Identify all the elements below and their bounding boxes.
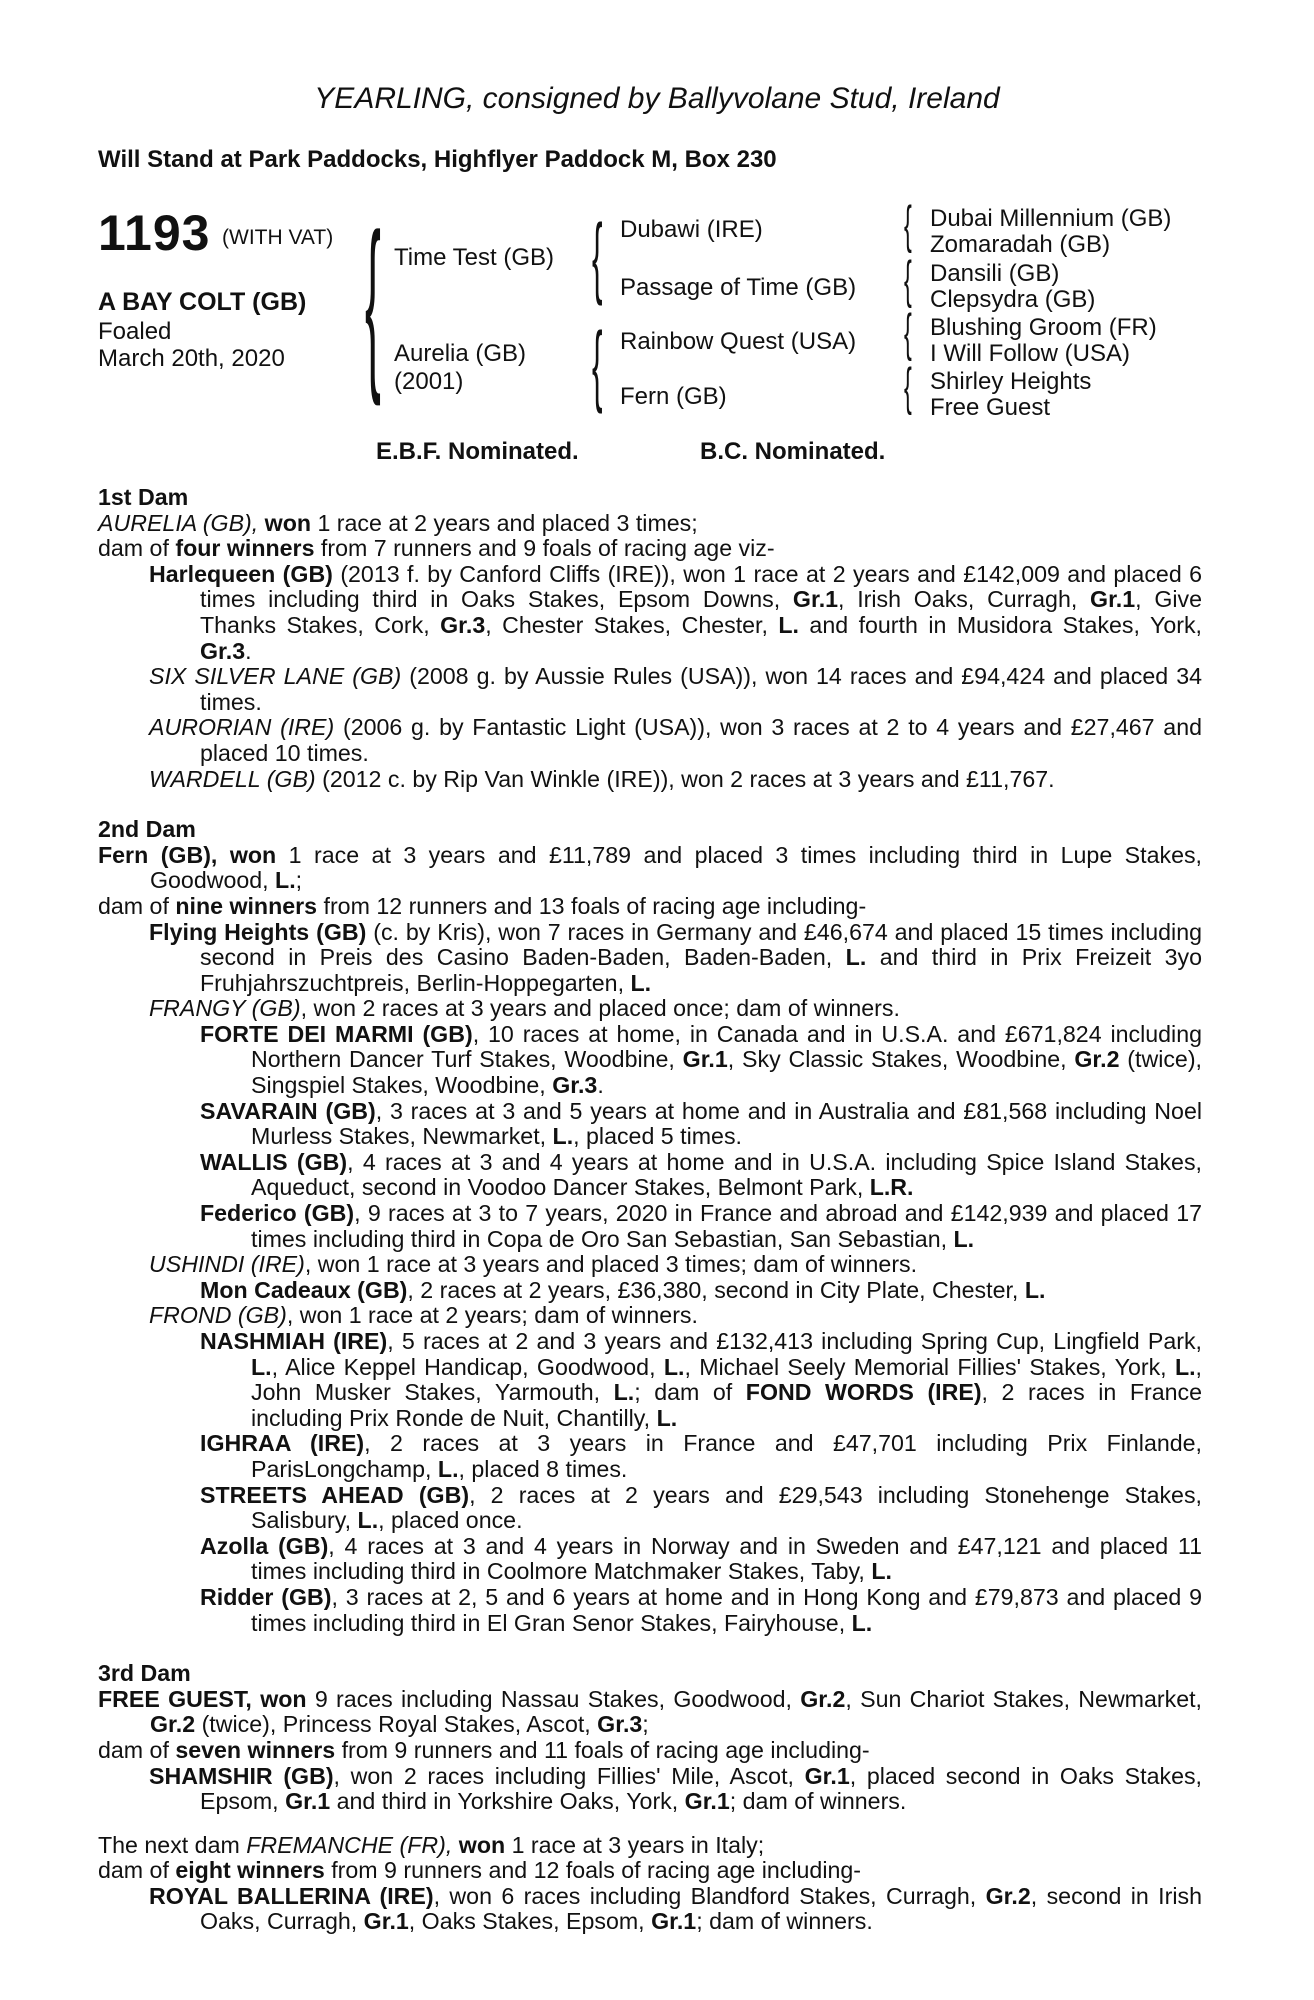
text: from 9 runners and 12 foals of racing age including-	[324, 1857, 861, 1884]
produce-nashmiah	[98, 1329, 1202, 1431]
text: ; dam of	[634, 1379, 746, 1406]
text: from 12 runners and 13 foals of racing age including-	[317, 892, 867, 919]
third-dam-record	[98, 1687, 1202, 1738]
first-dam-heading: 1st Dam	[98, 484, 189, 510]
text: , placed 8 times.	[458, 1455, 628, 1482]
horse-name: Ridder (GB)	[200, 1583, 332, 1610]
text: ; dam of winners.	[729, 1788, 907, 1815]
grade: Gr.3	[597, 1711, 643, 1738]
produce-shamshir	[98, 1764, 1202, 1815]
text: , Michael Seely Memorial Fillies' Stakes, York,	[684, 1353, 1175, 1380]
pedigree-sire: Time Test (GB)	[394, 244, 555, 271]
text: ;	[642, 1711, 649, 1738]
horse-name: AURORIAN (IRE)	[149, 714, 335, 741]
pedigree-g1: Dubai Millennium (GB)	[930, 205, 1172, 232]
next-dam-record	[98, 1833, 1202, 1859]
stable-location: Will Stand at Park Paddocks, Highflyer Paddock M, Box 230	[98, 146, 777, 173]
produce-aurorian	[98, 715, 1202, 766]
pedigree-g4: Clepsydra (GB)	[930, 286, 1096, 313]
first-dam-produce	[98, 536, 1202, 562]
text: 1 race at 3 years and £11,789 and placed 3 times including third in Lupe Stakes, Goodwood,	[150, 841, 1202, 894]
text: , placed once.	[378, 1507, 523, 1534]
horse-name: STREETS AHEAD (GB)	[200, 1481, 470, 1508]
won-label: won	[458, 1831, 506, 1858]
record-text: 1 race at 2 years and placed 3 times;	[311, 509, 698, 536]
grade: Gr.3	[440, 611, 486, 638]
horse-name: WARDELL (GB)	[149, 765, 316, 792]
produce-wallis	[98, 1150, 1202, 1201]
grade: Gr.1	[682, 1046, 728, 1073]
pedigree-dam-sire: Rainbow Quest (USA)	[620, 328, 857, 355]
produce-frond	[98, 1303, 1202, 1329]
winners-count: nine winners	[175, 892, 318, 919]
horse-name: USHINDI (IRE)	[149, 1251, 305, 1278]
grade: Gr.1	[684, 1788, 730, 1815]
dam-name: FREMANCHE (FR),	[246, 1831, 453, 1858]
grade: Gr.1	[1090, 586, 1136, 613]
horse-name: FORTE DEI MARMI (GB)	[200, 1020, 473, 1047]
produce-ighraa	[98, 1431, 1202, 1482]
text: , 2 races in France including Prix Ronde de Nuit, Chantilly,	[251, 1379, 1202, 1431]
grade: L.	[251, 1353, 272, 1380]
horse-name: NASHMIAH (IRE)	[200, 1328, 388, 1354]
produce-forte-dei-marmi	[98, 1022, 1202, 1099]
produce-royal-ballerina	[98, 1884, 1202, 1935]
grade: L.R.	[869, 1174, 914, 1201]
pedigree-g5: Blushing Groom (FR)	[930, 314, 1157, 341]
pedigree-brace-g3: {	[904, 304, 912, 362]
text: (2013 f. by Canford Cliffs (IRE)), won 1 race at 2 years and £142,009 and placed 6 times including third in Oaks Stakes, Epsom Downs,	[200, 560, 1203, 613]
horse-name: IGHRAA (IRE)	[200, 1430, 365, 1457]
text: , 5 races at 2 and 3 years and £132,413 including Spring Cup, Lingfield Park,	[387, 1328, 1202, 1354]
grade: L.	[357, 1507, 379, 1534]
text: , Oaks Stakes, Epsom,	[408, 1908, 652, 1935]
grade: Gr.3	[200, 637, 246, 664]
text: , 10 races at home, in Canada and in U.S.A. and £671,824 including Northern Dancer Turf Stakes, Woodbine,	[251, 1020, 1202, 1073]
grade: Gr.1	[285, 1788, 331, 1815]
text: , second in Irish Oaks, Curragh,	[200, 1882, 1202, 1935]
produce-wardell	[98, 767, 1202, 793]
text: , 2 races at 2 years, £36,380, second in City Plate, Chester,	[407, 1276, 1025, 1303]
text: .	[597, 1072, 604, 1099]
text: , 3 races at 2, 5 and 6 years at home and in Hong Kong and £79,873 and placed 9 times including third in El Gran Senor Stakes, Fairyhouse,	[251, 1583, 1202, 1636]
text: and third in Prix Freizeit 3yo Fruhjahrszuchtpreis, Berlin-Hoppegarten,	[200, 944, 1202, 996]
produce-six-silver-lane	[98, 664, 1202, 715]
text: (c. by Kris), won 7 races in Germany and £46,674 and placed 15 times including second in Preis des Casino Baden-Baden, Baden-Baden,	[200, 918, 1203, 971]
text: , won 6 races including Blandford Stakes, Curragh,	[433, 1882, 986, 1909]
text: dam of	[98, 535, 176, 562]
text: , 9 races at 3 to 7 years, 2020 in France and abroad and £142,939 and placed 17 times including third in Copa de Oro San Sebastian, San Sebastian,	[251, 1200, 1202, 1252]
text: , won 2 races at 3 years and placed once; dam of winners.	[300, 995, 900, 1022]
pedigree-dam-dam: Fern (GB)	[620, 383, 727, 410]
text: 1 race at 3 years in Italy;	[505, 1831, 765, 1858]
grade: L.	[630, 969, 652, 996]
horse-name: Mon Cadeaux (GB)	[200, 1276, 408, 1303]
horse-name: SHAMSHIR (GB)	[149, 1762, 334, 1789]
won-label: won	[260, 1685, 307, 1712]
text: , placed 5 times.	[573, 1123, 742, 1150]
pedigree-sire-sire: Dubawi (IRE)	[620, 216, 763, 243]
grade: L.	[613, 1379, 635, 1406]
first-dam-record	[98, 511, 1202, 537]
text: and third in Yorkshire Oaks, York,	[330, 1788, 685, 1815]
text: dam of	[98, 892, 176, 919]
grade: L.	[437, 1455, 459, 1482]
foaled-info	[98, 318, 285, 372]
grade: L.	[552, 1123, 574, 1150]
foaled-label: Foaled	[98, 318, 172, 345]
pedigree-brace-g1: {	[904, 196, 912, 254]
text: (2008 g. by Aussie Rules (USA)), won 14 races and £94,424 and placed 34 times.	[200, 663, 1203, 715]
text: , John Musker Stakes, Yarmouth,	[251, 1353, 1202, 1406]
winners-count: seven winners	[175, 1736, 336, 1763]
text: (twice), Singspiel Stakes, Woodbine,	[251, 1046, 1202, 1099]
grade: L.	[275, 867, 296, 894]
grade: L.	[663, 1353, 685, 1380]
text: , Sun Chariot Stakes, Newmarket,	[845, 1685, 1202, 1712]
vat-note: (WITH VAT)	[222, 226, 334, 249]
grade: Gr.2	[985, 1882, 1031, 1909]
grade: Gr.2	[800, 1685, 846, 1712]
pedigree-notes	[98, 485, 1202, 1935]
text: , 2 races at 2 years and £29,543 including Stonehenge Stakes, Salisbury,	[251, 1481, 1202, 1534]
grade: L.	[1024, 1276, 1046, 1303]
text: , won 1 race at 2 years; dam of winners.	[286, 1302, 698, 1329]
produce-streets-ahead	[98, 1483, 1202, 1534]
text: , Give Thanks Stakes, Cork,	[200, 586, 1203, 638]
horse-name: SIX SILVER LANE (GB)	[149, 663, 402, 690]
grade: Gr.1	[651, 1908, 697, 1935]
horse-name: Harlequeen (GB)	[149, 560, 333, 587]
grade: Gr.2	[1074, 1046, 1120, 1073]
second-dam-produce	[98, 894, 1202, 920]
winners-count: four winners	[175, 535, 315, 562]
catalogue-header: YEARLING, consigned by Ballyvolane Stud, Ireland	[314, 82, 1000, 115]
text: , won 2 races including Fillies' Mile, Ascot,	[333, 1762, 805, 1789]
text: , Sky Classic Stakes, Woodbine,	[727, 1046, 1075, 1073]
grade: L.	[845, 944, 867, 971]
dam-name: Fern (GB),	[98, 841, 218, 868]
pedigree-g2: Zomaradah (GB)	[930, 231, 1111, 258]
text: , 2 races at 3 years in France and £47,701 including Prix Finlande, ParisLongchamp,	[251, 1430, 1202, 1482]
pedigree-brace-g4: {	[904, 358, 912, 416]
produce-savarain	[98, 1099, 1202, 1150]
ebf-nomination: E.B.F. Nominated.	[376, 438, 579, 465]
text: 9 races including Nassau Stakes, Goodwood,	[306, 1685, 801, 1712]
third-dam-produce	[98, 1738, 1202, 1764]
text: from 9 runners and 11 foals of racing age including-	[335, 1736, 870, 1763]
pedigree-brace-g2: {	[904, 251, 912, 309]
text: , 4 races at 3 and 4 years at home and in U.S.A. including Spice Island Stakes, Aqueduct, second in Voodoo Dancer Stakes, Belmont Park,	[251, 1148, 1202, 1201]
produce-frangy	[98, 996, 1202, 1022]
pedigree-brace-main: {	[365, 195, 381, 407]
grade: Gr.1	[363, 1908, 409, 1935]
text: , placed second in Oaks Stakes, Epsom,	[200, 1762, 1202, 1815]
second-dam-heading: 2nd Dam	[98, 816, 196, 843]
dam-name: AURELIA (GB),	[98, 509, 259, 536]
text: , Alice Keppel Handicap, Goodwood,	[271, 1353, 664, 1380]
produce-flying-heights	[98, 920, 1202, 997]
text: , Irish Oaks, Curragh,	[838, 586, 1091, 613]
grade: L.	[851, 1609, 873, 1636]
text: (2006 g. by Fantastic Light (USA)), won 3 races at 2 to 4 years and £27,467 and placed 10 times.	[200, 714, 1202, 766]
text: , 3 races at 3 and 5 years at home and in Australia and £81,568 including Noel Murless Stakes, Newmarket,	[251, 1097, 1202, 1150]
pedigree-g6: I Will Follow (USA)	[930, 340, 1131, 367]
text: , 4 races at 3 and 4 years in Norway and in Sweden and £47,121 and placed 11 times including third in Coolmore Matchmaker Stakes, Taby,	[251, 1532, 1202, 1585]
grade: L.	[953, 1225, 975, 1252]
horse-name: WALLIS (GB)	[200, 1148, 348, 1175]
pedigree-g3: Dansili (GB)	[930, 260, 1060, 287]
pedigree-sire-dam: Passage of Time (GB)	[620, 274, 857, 301]
horse-name: FOND WORDS (IRE)	[745, 1379, 982, 1406]
text: and fourth in Musidora Stakes, York,	[798, 611, 1202, 638]
text: The next dam	[98, 1831, 247, 1858]
text: dam of	[98, 1736, 176, 1763]
pedigree-dam-year: (2001)	[394, 368, 464, 395]
produce-ushindi	[98, 1252, 1202, 1278]
horse-name: ROYAL BALLERINA (IRE)	[149, 1882, 434, 1909]
text: (twice), Princess Royal Stakes, Ascot,	[195, 1711, 598, 1738]
text: from 7 runners and 9 foals of racing age viz-	[314, 535, 775, 562]
won-label: won	[229, 841, 277, 868]
lot-number: 1193	[98, 205, 211, 261]
foaled-date: March 20th, 2020	[98, 345, 285, 372]
produce-azolla	[98, 1534, 1202, 1585]
horse-name: Flying Heights (GB)	[149, 918, 367, 945]
pedigree-brace-sire: {	[592, 207, 603, 307]
horse-name: FRANGY (GB)	[149, 995, 301, 1022]
horse-name: SAVARAIN (GB)	[200, 1097, 376, 1124]
grade: L.	[871, 1558, 892, 1585]
text: .	[245, 637, 252, 664]
text: ;	[295, 867, 303, 894]
horse-name: FROND (GB)	[149, 1302, 287, 1329]
winners-count: eight winners	[175, 1857, 325, 1884]
pedigree-dam: Aurelia (GB)	[394, 340, 527, 367]
pedigree-g8: Free Guest	[930, 394, 1051, 421]
grade: L.	[1174, 1353, 1196, 1380]
text: ; dam of winners.	[696, 1908, 873, 1935]
won-label: won	[264, 509, 312, 536]
horse-name: Azolla (GB)	[200, 1532, 329, 1559]
grade: Gr.1	[804, 1762, 850, 1789]
produce-ridder	[98, 1585, 1202, 1636]
produce-mon-cadeaux	[98, 1278, 1202, 1304]
third-dam-heading: 3rd Dam	[98, 1660, 191, 1687]
text: (2012 c. by Rip Van Winkle (IRE)), won 2 races at 3 years and £11,767.	[315, 765, 1055, 792]
pedigree-brace-dam: {	[592, 315, 603, 415]
grade: Gr.2	[150, 1711, 196, 1738]
text: dam of	[98, 1857, 176, 1884]
next-dam-produce	[98, 1858, 1202, 1884]
bc-nomination: B.C. Nominated.	[700, 438, 886, 465]
grade: Gr.1	[792, 586, 839, 613]
second-dam-record	[98, 843, 1202, 894]
grade: Gr.3	[552, 1072, 598, 1099]
grade: L.	[656, 1404, 678, 1431]
horse-description: A BAY COLT (GB)	[98, 288, 307, 316]
text: , won 1 race at 3 years and placed 3 times; dam of winners.	[304, 1251, 918, 1278]
produce-harlequeen	[98, 562, 1202, 664]
grade: L.	[778, 611, 799, 638]
text: , Chester Stakes, Chester,	[485, 611, 779, 638]
pedigree-g7: Shirley Heights	[930, 368, 1092, 395]
produce-federico	[98, 1201, 1202, 1252]
horse-name: Federico (GB)	[200, 1200, 355, 1227]
dam-name: FREE GUEST,	[98, 1685, 252, 1712]
